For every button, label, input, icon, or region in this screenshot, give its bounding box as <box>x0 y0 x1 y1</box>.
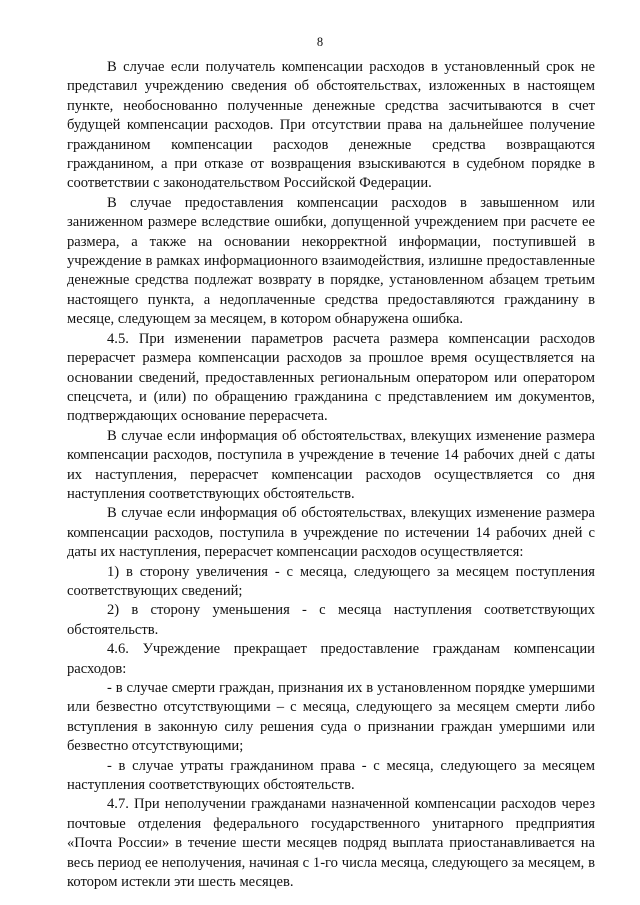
list-item-increase: 1) в сторону увеличения - с месяца, следующего за месяцем поступления соответствующих сведений; <box>67 563 595 599</box>
paragraph-overpayment-offset: В случае если получатель компенсации расходов в установленный срок не представил учреждению сведения об обстоятельствах, изложенных в настоящем пункте, необоснованно полученные денежные средства засчитываются в счет будущей компенсации расходов. При отсутствии права на дальнейшее получение гражданином компенсации расходов денежные средства возвращаются гражданином, а при отказе от возвращения взыскиваются в судебном порядке в соответствии с законодательством Российской Федерации. <box>67 59 595 192</box>
document-body <box>67 58 595 892</box>
paragraph-recalc-after-14-days: В случае если информация об обстоятельствах, влекущих изменение размера компенсации расходов, поступила в учреждение по истечении 14 рабочих дней с даты их наступления, перерасчет компенсации расходов осуществляется: <box>67 505 595 561</box>
paragraph-calculation-error: В случае предоставления компенсации расходов в завышенном или заниженном размере вследствие ошибки, допущенной учреждением при расчете ее размера, а также на основании некорректной информации, поступившей в учреждение в рамках информационного взаимодействия, излишне предоставленные денежные средства подлежат возврату в порядке, установленном абзацем третьим настоящего пункта, а недоплаченные средства предоставляются гражданину в месяце, следующем за месяцем, в котором обнаружена ошибка. <box>67 194 595 328</box>
page-number: 8 <box>316 35 324 49</box>
paragraph-recalc-within-14-days: В случае если информация об обстоятельствах, влекущих изменение размера компенсации расходов, поступила в учреждение в течение 14 рабочих дней с даты их наступления, перерасчет компенсации расходов осуществляется со дня наступления соответствующих обстоятельств. <box>67 427 595 502</box>
paragraph-4-5: 4.5. При изменении параметров расчета размера компенсации расходов перерасчет размера компенсации расходов за прошлое время осуществляется на основании сведений, предоставленных региональным оператором или оператором спецсчета, и (или) по обращению гражданина с представлением им документов, подтверждающих основание перерасчета. <box>67 330 595 425</box>
list-item-loss-of-right: - в случае утраты гражданином права - с месяца, следующего за месяцем наступления соответствующих обстоятельств. <box>67 757 595 794</box>
list-item-death: - в случае смерти граждан, признания их в установленном порядке умершими или безвестно отсутствующими – с месяца, следующего за месяцем смерти либо вступления в законную силу решения суда о признании граждан умершими или безвестно отсутствующими; <box>67 680 595 755</box>
list-item-decrease: 2) в сторону уменьшения - с месяца наступления соответствующих обстоятельств. <box>67 602 595 638</box>
paragraph-4-7: 4.7. При неполучении гражданами назначенной компенсации расходов через почтовые отделения федерального государственного унитарного предприятия «Почта России» в течение шести месяцев подряд выплата приостанавливается на весь период ее неполучения, начиная с 1-го числа месяца, следующего за месяцем, в котором истекли эти шесть месяцев. <box>67 796 595 891</box>
paragraph-4-6: 4.6. Учреждение прекращает предоставление гражданам компенсации расходов: <box>67 641 595 677</box>
